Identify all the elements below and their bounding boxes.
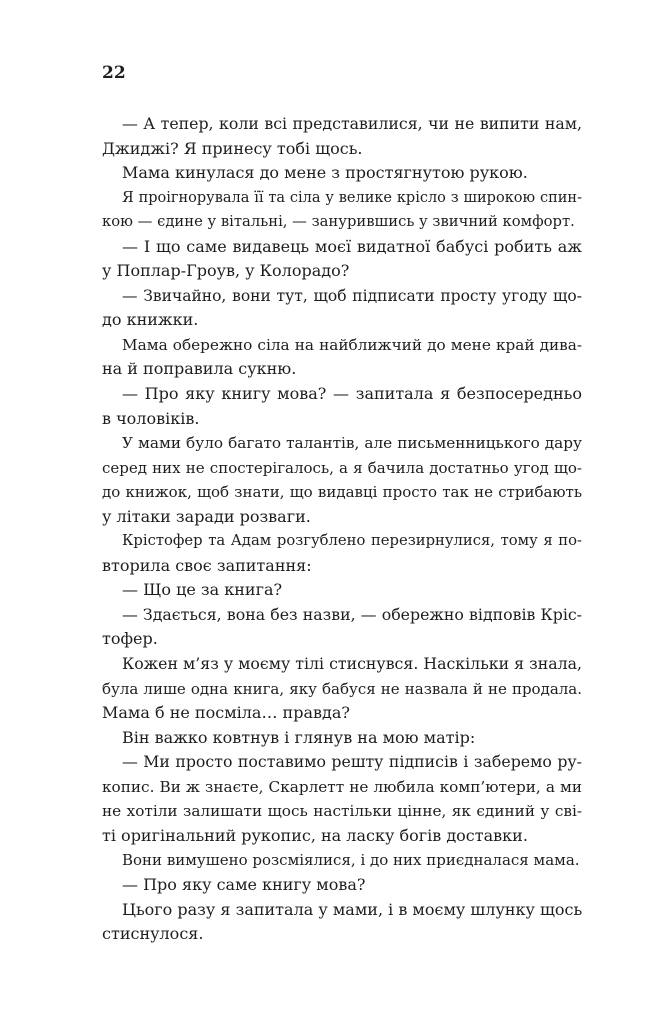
body-text [102, 112, 582, 947]
text-line: Мама кинулася до мене з простягнутою рукою. [122, 163, 528, 183]
text-line: — І що саме видавець моєї видатної бабусі робить аж [122, 236, 582, 256]
text-line: Він важко ковтнув і глянув на мою матір: [122, 727, 476, 747]
text-line: на й поправила сукню. [102, 359, 297, 379]
text-line: — Здається, вона без назви, — обережно відповів Кріс- [122, 604, 582, 624]
text-line: у Поплар-Гроув, у Колорадо? [102, 261, 350, 281]
text-line: Кожен м’яз у моєму тілі стиснувся. Наскільки я знала, [122, 654, 582, 674]
text-line: Джиджі? Я принесу тобі щось. [102, 138, 363, 158]
page-number: 22 [102, 63, 126, 83]
text-line: Мама б не посміла… правда? [102, 703, 350, 723]
text-line: не хотіли залишати щось настільки цінне, як єдиний у сві- [102, 802, 582, 821]
text-line: — Ми просто поставимо решту підписів і заберемо ру- [122, 752, 582, 772]
text-line: ті оригінальний рукопис, на ласку богів доставки. [102, 825, 528, 845]
text-line: Вони вимушено розсміялися, і до них приєдналася мама. [122, 851, 580, 870]
text-line: стиснулося. [102, 924, 204, 944]
text-line: до книжки. [102, 310, 199, 330]
text-line: в чоловіків. [102, 408, 200, 428]
text-line: — Звичайно, вони тут, щоб підписати просту угоду що- [122, 286, 582, 305]
text-line: до книжок, щоб знати, що видавці просто так не стрибають [102, 483, 582, 502]
text-line: кою — єдине у вітальні, — занурившись у звичний комфорт. [102, 213, 575, 231]
text-line: тофер. [102, 629, 158, 649]
text-line: серед них не спостерігалось, а я бачила достатньо угод що- [102, 458, 582, 477]
text-line: копис. Ви ж знаєте, Скарлетт не любила комп’ютери, а ми [102, 777, 582, 796]
text-line: — Про яку книгу мова? — запитала я безпосередньо [122, 384, 582, 404]
text-line: Цього разу я запитала у мами, і в моєму шлунку щось [122, 899, 582, 919]
text-line: вторила своє запитання: [102, 555, 312, 575]
text-line: — Про яку саме книгу мова? [122, 874, 366, 894]
text-line: у літаки заради розваги. [102, 506, 311, 526]
text-line: У мами було багато талантів, але письменницького дару [122, 434, 582, 453]
text-line: — Що це за книга? [122, 580, 283, 600]
text-line: Я проігнорувала її та сіла у велике крісло з широкою спин- [122, 189, 582, 206]
text-line: Мама обережно сіла на найближчий до мене край дива- [122, 335, 582, 354]
text-line: була лише одна книга, яку бабуся не назвала й не продала. [102, 679, 582, 698]
text-line: Крістофер та Адам розгублено перезирнулися, тому я по- [122, 532, 582, 550]
text-line: — А тепер, коли всі представилися, чи не випити нам, [122, 114, 582, 133]
